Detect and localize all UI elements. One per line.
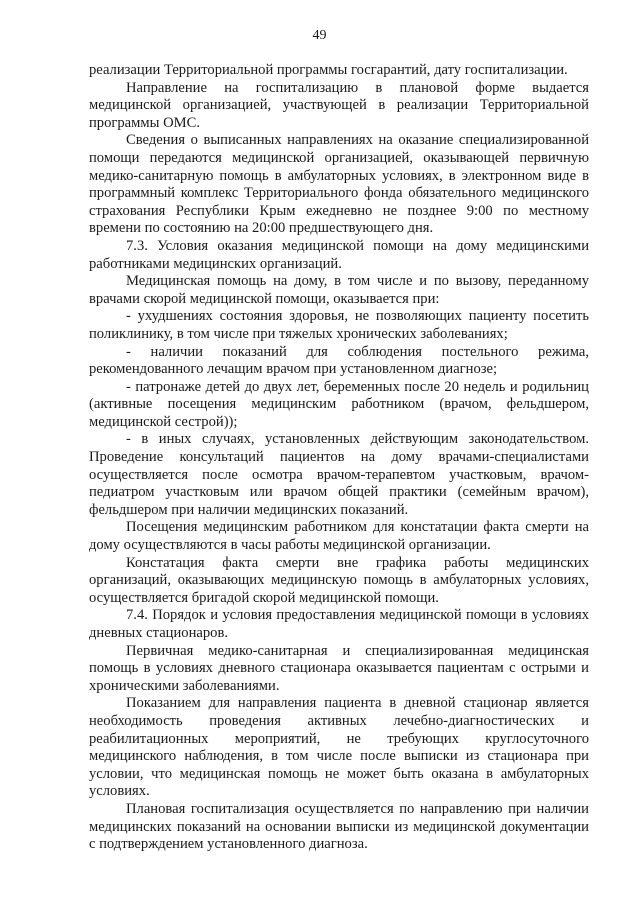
paragraph-home-care-intro: Медицинская помощь на дому, в том числе и по вызову, переданному врачами скорой медицинской помощи, оказывается при: (89, 273, 589, 307)
section-heading-7-4: 7.4. Порядок и условия предоставления медицинской помощи в условиях дневных стационаров. (89, 607, 589, 641)
paragraph-planned-hospitalization: Плановая госпитализация осуществляется по направлению при наличии медицинских показаний на основании выписки из медицинской документации с подтверждением установленного диагноза. (89, 800, 589, 853)
paragraph-hospitalization-date: реализации Территориальной программы госгарантий, дату госпитализации. (89, 62, 568, 78)
document-body (89, 62, 589, 854)
list-item-patronage: - патронаже детей до двух лет, беременных после 20 недель и родильниц (активные посещения медицинским работником (врачом, фельдшером, медицинской сестрой)); (89, 378, 589, 430)
paragraph-day-hospital-care: Первичная медико-санитарная и специализированная медицинская помощь в условиях дневного стационара оказывается пациентам с острыми и хроническими заболеваниями. (89, 642, 589, 694)
page-number: 49 (312, 28, 327, 43)
list-item-health-deterioration: - ухудшениях состояния здоровья, не позволяющих пациенту посетить поликлинику, в том числе при тяжелых хронических заболеваниях; (89, 308, 589, 342)
section-heading-7-3: 7.3. Условия оказания медицинской помощи на дому медицинскими работниками медицинских организаций. (89, 237, 589, 272)
paragraph-death-confirmation: Посещения медицинским работником для констатации факта смерти на дому осуществляются в часы работы медицинской организации. (89, 519, 589, 554)
paragraph-referral-information: Сведения о выписанных направлениях на оказание специализированной помощи передаются медицинской организацией, оказывающей первичную медико-санитарную помощь в амбулаторных условиях, в электронном виде в программный комплекс Территориального фонда обязательного медицинского страхования Республики Крым ежедневно не позднее 9:00 по местному времени по состоянию на 20:00 предшествующего дня. (89, 132, 589, 237)
paragraph-planned-referral: Направление на госпитализацию в плановой форме выдается медицинской организацией, участвующей в реализации Территориальной программы ОМС. (89, 79, 589, 131)
paragraph-day-hospital-indications: Показанием для направления пациента в дневной стационар является необходимость проведения активных лечебно-диагностических и реабилитационных мероприятий, не требующих круглосуточного медицинского наблюдения, в том числе после выписки из стационара при условии, что медицинская помощь не может быть оказана в амбулаторных условиях. (89, 695, 589, 800)
list-item-bed-rest: - наличии показаний для соблюдения постельного режима, рекомендованного лечащим врачом при установленном диагнозе; (89, 343, 589, 378)
list-item-other-cases: - в иных случаях, установленных действующим законодательством. Проведение консультаций пациентов на дому врачами-специалистами осуществляется после осмотра врачом-терапевтом участковым, врачом-педиатром участковым или врачом общей практики (семейным врачом), фельдшером при наличии медицинских показаний. (89, 431, 589, 518)
paragraph-death-confirmation-ambulance: Констатация факта смерти вне графика работы медицинских организаций, оказывающих медицинскую помощь в амбулаторных условиях, осуществляется бригадой скорой медицинской помощи. (89, 554, 589, 606)
